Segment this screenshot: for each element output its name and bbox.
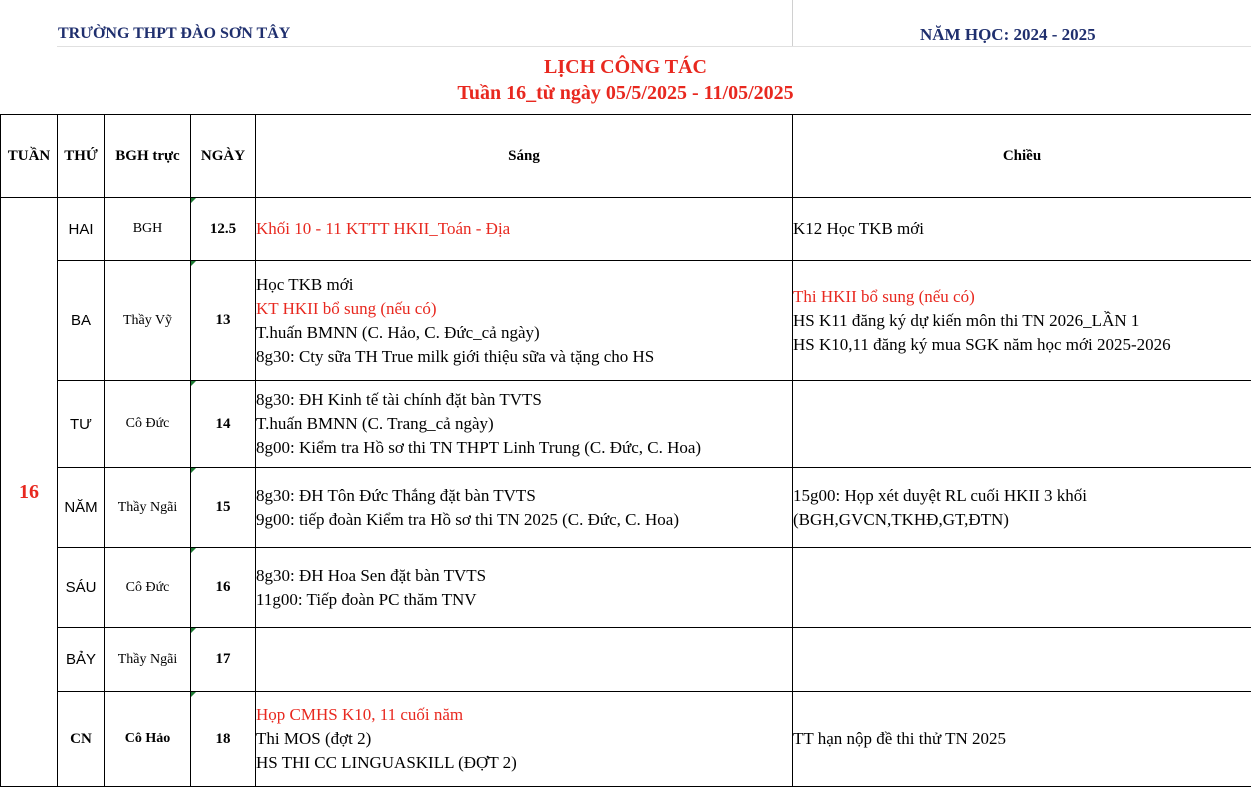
afternoon-activities <box>793 261 1251 381</box>
day-of-week: SÁU <box>58 548 105 628</box>
activity-line: K12 Học TKB mới <box>793 217 1251 241</box>
morning-activities <box>256 628 793 692</box>
duty-manager: BGH <box>105 198 191 261</box>
afternoon-activities <box>793 381 1251 468</box>
day-of-week: NĂM <box>58 468 105 548</box>
activity-line: 8g30: Cty sữa TH True milk giới thiệu sữa và tặng cho HS <box>256 345 792 369</box>
duty-manager: Cô Đức <box>105 548 191 628</box>
duty-manager: Thầy Ngãi <box>105 468 191 548</box>
col-header-tuan: TUẦN <box>1 115 58 198</box>
afternoon-activities <box>793 198 1251 261</box>
activity-line: Học TKB mới <box>256 273 792 297</box>
duty-manager: Thầy Vỹ <box>105 261 191 381</box>
date-cell: 15 <box>191 468 256 548</box>
activity-line: 8g30: ĐH Tôn Đức Thắng đặt bàn TVTS <box>256 484 792 508</box>
date-cell: 17 <box>191 628 256 692</box>
table-row <box>1 548 1251 628</box>
date-cell: 13 <box>191 261 256 381</box>
duty-manager: Cô Đức <box>105 381 191 468</box>
activity-line: HS K10,11 đăng ký mua SGK năm học mới 2025-2026 <box>793 333 1251 357</box>
morning-activities <box>256 381 793 468</box>
col-header-sang: Sáng <box>256 115 793 198</box>
activity-line: 15g00: Họp xét duyệt RL cuối HKII 3 khối <box>793 484 1251 508</box>
activity-line: TT hạn nộp đề thi thử TN 2025 <box>793 727 1251 751</box>
afternoon-activities <box>793 548 1251 628</box>
day-of-week: HAI <box>58 198 105 261</box>
morning-activities <box>256 261 793 381</box>
schedule-title: LỊCH CÔNG TÁC <box>0 56 1251 79</box>
table-row <box>1 198 1251 261</box>
day-of-week: CN <box>58 692 105 787</box>
date-cell: 12.5 <box>191 198 256 261</box>
schedule-subtitle: Tuần 16_từ ngày 05/5/2025 - 11/05/2025 <box>0 82 1251 105</box>
activity-line: (BGH,GVCN,TKHĐ,GT,ĐTN) <box>793 508 1251 532</box>
activity-line: 8g30: ĐH Hoa Sen đặt bàn TVTS <box>256 564 792 588</box>
col-header-bgh: BGH trực <box>105 115 191 198</box>
school-year: NĂM HỌC: 2024 - 2025 <box>920 25 1096 45</box>
duty-manager: Cô Hảo <box>105 692 191 787</box>
col-header-thu: THỨ <box>58 115 105 198</box>
date-cell: 14 <box>191 381 256 468</box>
duty-manager: Thầy Ngãi <box>105 628 191 692</box>
afternoon-activities <box>793 692 1251 787</box>
afternoon-activities <box>793 628 1251 692</box>
activity-line: KT HKII bổ sung (nếu có) <box>256 297 792 321</box>
afternoon-activities <box>793 468 1251 548</box>
day-of-week: TƯ <box>58 381 105 468</box>
col-header-chieu: Chiều <box>793 115 1251 198</box>
activity-line: 8g00: Kiểm tra Hồ sơ thi TN THPT Linh Trung (C. Đức, C. Hoa) <box>256 436 792 460</box>
morning-activities <box>256 548 793 628</box>
date-cell: 18 <box>191 692 256 787</box>
morning-activities <box>256 468 793 548</box>
table-row <box>1 628 1251 692</box>
activity-line: 9g00: tiếp đoàn Kiểm tra Hồ sơ thi TN 2025 (C. Đức, C. Hoa) <box>256 508 792 532</box>
col-header-ngay: NGÀY <box>191 115 256 198</box>
header-rule <box>57 46 1251 47</box>
table-row <box>1 261 1251 381</box>
date-cell: 16 <box>191 548 256 628</box>
table-row <box>1 468 1251 548</box>
header-divider <box>792 0 793 46</box>
table-header-row <box>1 115 1251 198</box>
table-row <box>1 692 1251 787</box>
activity-line: T.huấn BMNN (C. Hảo, C. Đức_cả ngày) <box>256 321 792 345</box>
morning-activities <box>256 198 793 261</box>
activity-line: Khối 10 - 11 KTTT HKII_Toán - Địa <box>256 217 792 241</box>
activity-line: Thi MOS (đợt 2) <box>256 727 792 751</box>
activity-line: Họp CMHS K10, 11 cuối năm <box>256 703 792 727</box>
morning-activities <box>256 692 793 787</box>
school-name: TRƯỜNG THPT ĐÀO SƠN TÂY <box>58 25 290 43</box>
day-of-week: BA <box>58 261 105 381</box>
activity-line: HS K11 đăng ký dự kiến môn thi TN 2026_LẦN 1 <box>793 309 1251 333</box>
day-of-week: BẢY <box>58 628 105 692</box>
activity-line: T.huấn BMNN (C. Trang_cả ngày) <box>256 412 792 436</box>
activity-line: 8g30: ĐH Kinh tế tài chính đặt bàn TVTS <box>256 388 792 412</box>
activity-line: 11g00: Tiếp đoàn PC thăm TNV <box>256 588 792 612</box>
schedule-table <box>0 114 1251 787</box>
table-row <box>1 381 1251 468</box>
activity-line: HS THI CC LINGUASKILL (ĐỢT 2) <box>256 751 792 775</box>
week-number: 16 <box>1 198 58 787</box>
activity-line: Thi HKII bổ sung (nếu có) <box>793 285 1251 309</box>
